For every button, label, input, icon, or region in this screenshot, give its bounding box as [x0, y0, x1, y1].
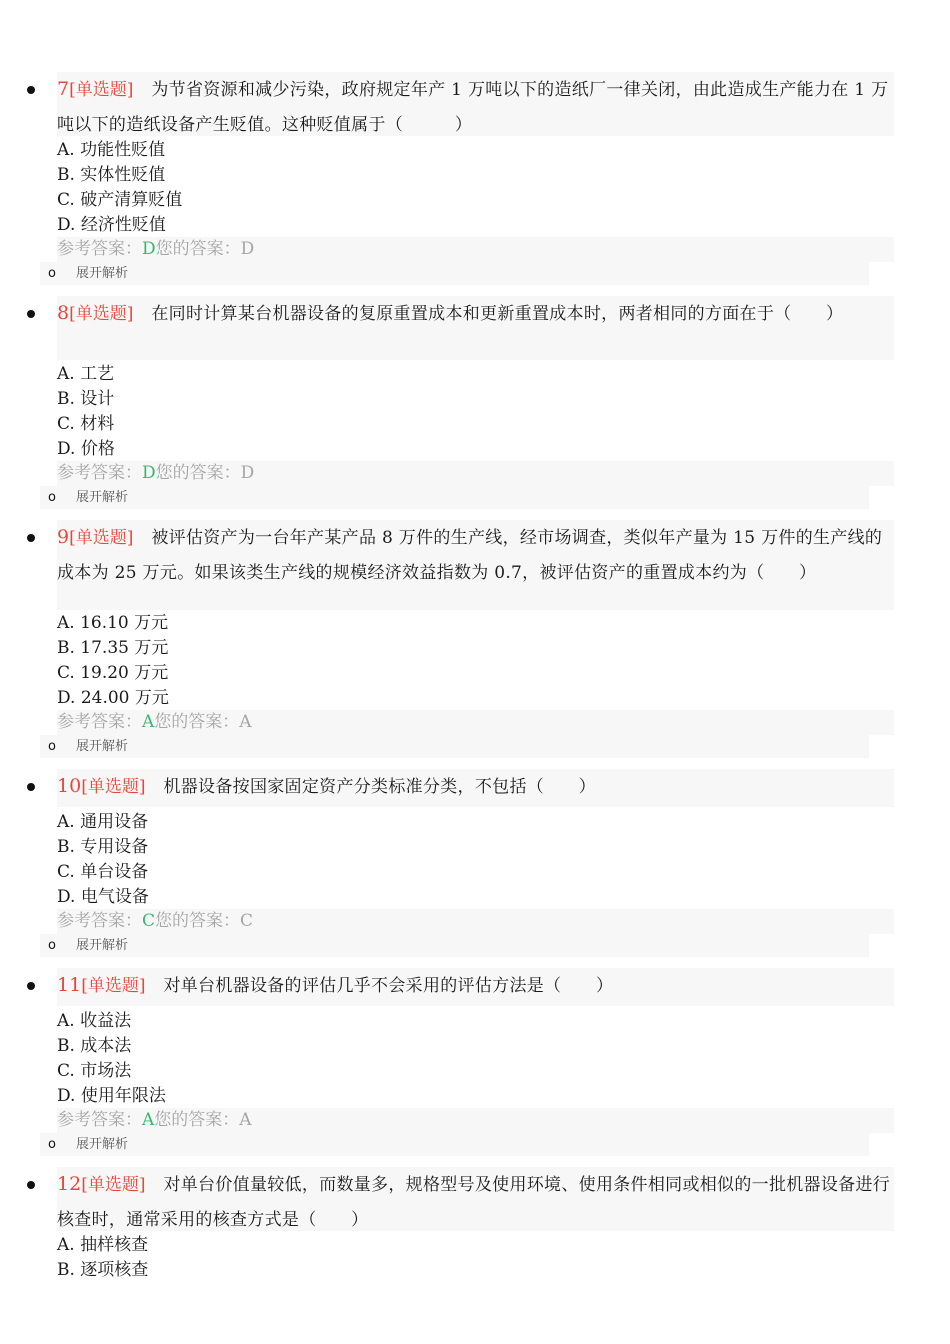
expand-analysis-link[interactable]: 展开解析 [76, 739, 129, 754]
reference-answer: D [142, 239, 156, 259]
your-answer-label: 您的答案： [154, 712, 240, 732]
question-header [57, 1167, 894, 1231]
analysis-row [40, 1133, 869, 1156]
reference-answer: C [142, 911, 156, 931]
question-header [57, 520, 894, 610]
analysis-row [40, 735, 869, 758]
reference-answer-label: 参考答案： [57, 1110, 142, 1130]
answer-row [57, 909, 894, 934]
question-text: 对单台机器设备的评估几乎不会采用的评估方法是（ ） [163, 976, 614, 996]
bullet-icon [27, 310, 35, 318]
option-a[interactable]: A. 收益法 [57, 1011, 132, 1031]
option-d[interactable]: D. 经济性贬值 [57, 215, 166, 235]
question-type: [单选题] [69, 528, 134, 548]
answer-row [57, 461, 894, 486]
analysis-row [40, 262, 869, 285]
option-b[interactable]: B. 17.35 万元 [57, 638, 169, 658]
question-number: 7 [57, 78, 70, 100]
option-a[interactable]: A. 通用设备 [57, 812, 149, 832]
option-c[interactable]: C. 市场法 [57, 1061, 132, 1081]
question-text: 为节省资源和减少污染，政府规定年产 1 万吨以下的造纸厂一律关闭，由此造成生产能力在 1 万吨以下的造纸设备产生贬值。这种贬值属于（ ） [57, 80, 889, 135]
reference-answer-label: 参考答案： [57, 463, 142, 483]
sub-bullet-icon: o [48, 739, 56, 754]
option-d[interactable]: D. 24.00 万元 [57, 688, 169, 708]
reference-answer-label: 参考答案： [57, 712, 142, 732]
answer-row [57, 1108, 894, 1133]
option-b[interactable]: B. 专用设备 [57, 837, 149, 857]
question-text: 被评估资产为一台年产某产品 8 万件的生产线，经市场调查，类似年产量为 15 万件的生产线的成本为 25 万元。如果该类生产线的规模经济效益指数为 0.7，被评估资产的重置成本约为（ ） [57, 528, 883, 583]
option-c[interactable]: C. 材料 [57, 414, 115, 434]
your-answer: C [240, 911, 254, 931]
answer-row [57, 237, 894, 262]
reference-answer: D [142, 463, 156, 483]
question-text: 机器设备按国家固定资产分类标准分类，不包括（ ） [163, 777, 596, 797]
your-answer-label: 您的答案： [155, 463, 241, 483]
sub-bullet-icon: o [48, 1137, 56, 1152]
your-answer-label: 您的答案： [154, 1110, 240, 1130]
reference-answer-label: 参考答案： [57, 239, 142, 259]
question-number: 8 [57, 302, 70, 324]
question-type: [单选题] [69, 80, 134, 100]
reference-answer: A [142, 712, 155, 732]
sub-bullet-icon: o [48, 490, 56, 505]
question-header [57, 968, 894, 1006]
sub-bullet-icon: o [48, 266, 56, 281]
expand-analysis-link[interactable]: 展开解析 [76, 1137, 129, 1152]
analysis-row [40, 934, 869, 957]
option-d[interactable]: D. 电气设备 [57, 887, 149, 907]
question-header [57, 296, 894, 360]
option-a[interactable]: A. 工艺 [57, 364, 115, 384]
question-type: [单选题] [81, 777, 146, 797]
option-a[interactable]: A. 抽样核查 [57, 1235, 149, 1255]
option-a[interactable]: A. 功能性贬值 [57, 140, 166, 160]
reference-answer: A [142, 1110, 155, 1130]
your-answer: D [240, 239, 255, 259]
expand-analysis-link[interactable]: 展开解析 [76, 266, 129, 281]
option-d[interactable]: D. 价格 [57, 439, 115, 459]
bullet-icon [27, 982, 35, 990]
sub-bullet-icon: o [48, 938, 56, 953]
your-answer-label: 您的答案： [155, 911, 241, 931]
question-type: [单选题] [81, 1175, 146, 1195]
option-b[interactable]: B. 成本法 [57, 1036, 132, 1056]
option-b[interactable]: B. 逐项核查 [57, 1260, 149, 1280]
question-type: [单选题] [69, 304, 134, 324]
question-number: 12 [57, 1173, 82, 1195]
your-answer-label: 您的答案： [155, 239, 241, 259]
question-type: [单选题] [81, 976, 146, 996]
option-c[interactable]: C. 19.20 万元 [57, 663, 169, 683]
your-answer: A [239, 1110, 252, 1130]
question-number: 11 [57, 974, 82, 996]
option-c[interactable]: C. 单台设备 [57, 862, 149, 882]
answer-row [57, 710, 894, 735]
bullet-icon [27, 783, 35, 791]
question-header [57, 72, 894, 136]
bullet-icon [27, 534, 35, 542]
question-text: 对单台价值量较低，而数量多，规格型号及使用环境、使用条件相同或相似的一批机器设备进行核查时，通常采用的核查方式是（ ） [57, 1175, 891, 1230]
question-text: 在同时计算某台机器设备的复原重置成本和更新重置成本时，两者相同的方面在于（ ） [151, 304, 844, 324]
your-answer: D [240, 463, 255, 483]
bullet-icon [27, 86, 35, 94]
expand-analysis-link[interactable]: 展开解析 [76, 938, 129, 953]
your-answer: A [239, 712, 252, 732]
option-b[interactable]: B. 设计 [57, 389, 115, 409]
question-number: 10 [57, 775, 82, 797]
question-number: 9 [57, 526, 70, 548]
option-a[interactable]: A. 16.10 万元 [57, 613, 169, 633]
option-c[interactable]: C. 破产清算贬值 [57, 190, 183, 210]
reference-answer-label: 参考答案： [57, 911, 142, 931]
option-b[interactable]: B. 实体性贬值 [57, 165, 166, 185]
bullet-icon [27, 1181, 35, 1189]
question-header [57, 769, 894, 807]
analysis-row [40, 486, 869, 509]
option-d[interactable]: D. 使用年限法 [57, 1086, 166, 1106]
expand-analysis-link[interactable]: 展开解析 [76, 490, 129, 505]
